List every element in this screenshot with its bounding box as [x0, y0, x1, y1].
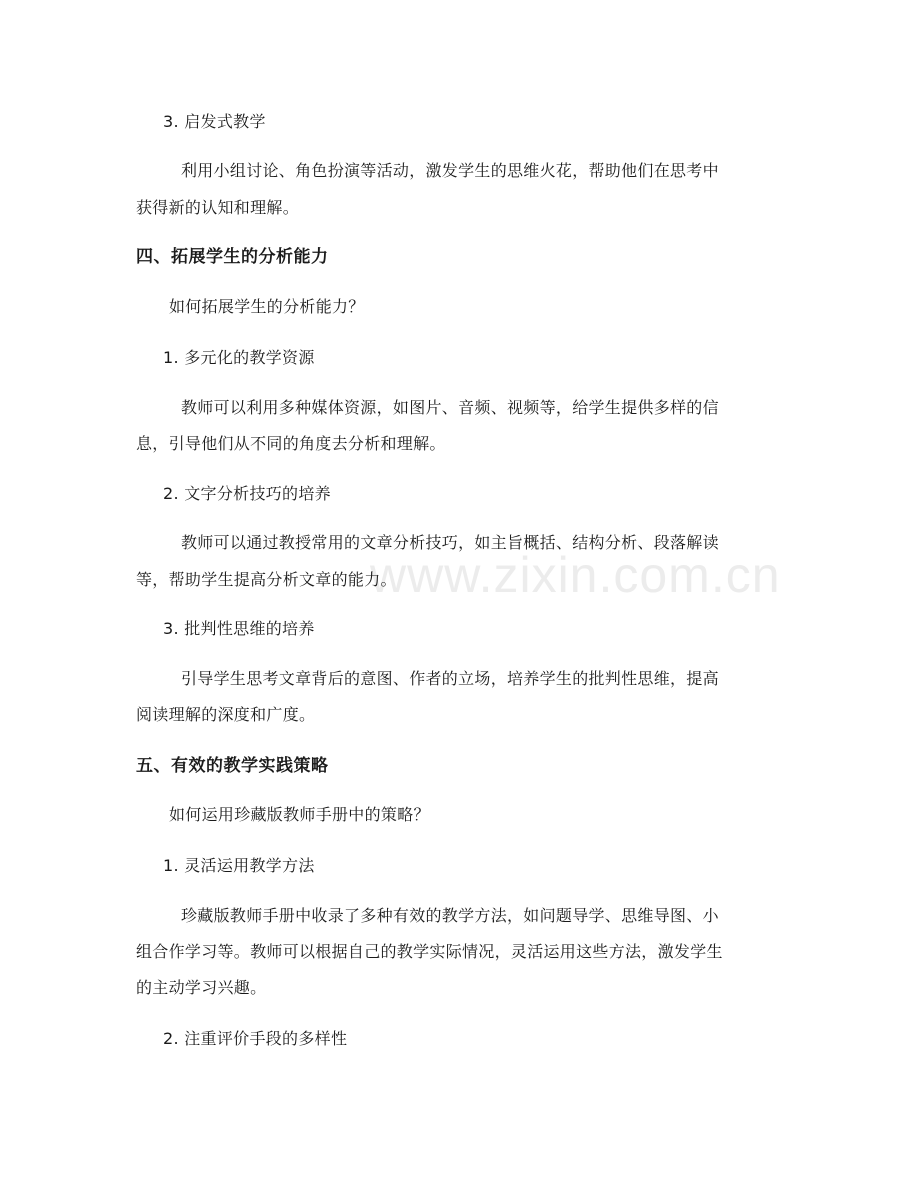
section-question: 如何拓展学生的分析能力？	[169, 297, 365, 316]
paragraph-line: 利用小组讨论、角色扮演等活动，激发学生的思维火花，帮助他们在思考中	[181, 161, 719, 180]
paragraph-line: 教师可以通过教授常用的文章分析技巧，如主旨概括、结构分析、段落解读	[181, 533, 719, 552]
subheading-critical-thinking: 3. 批判性思维的培养	[163, 619, 315, 638]
subheading-heuristic-teaching: 3. 启发式教学	[163, 112, 266, 131]
subheading-text-analysis: 2. 文字分析技巧的培养	[163, 484, 331, 503]
paragraph-line: 珍藏版教师手册中收录了多种有效的教学方法，如问题导学、思维导图、小	[181, 906, 719, 925]
paragraph-line: 教师可以利用多种媒体资源，如图片、音频、视频等，给学生提供多样的信	[181, 398, 719, 417]
paragraph-line: 的主动学习兴趣。	[136, 978, 267, 997]
paragraph-line: 等，帮助学生提高分析文章的能力。	[136, 570, 397, 589]
paragraph-line: 组合作学习等。教师可以根据自己的教学实际情况，灵活运用这些方法，激发学生	[136, 942, 723, 961]
paragraph-line: 息，引导他们从不同的角度去分析和理解。	[136, 434, 446, 453]
watermark: www.zixin.com.cn	[370, 547, 781, 603]
paragraph-line: 阅读理解的深度和广度。	[136, 705, 316, 724]
subheading-flexible-methods: 1. 灵活运用教学方法	[163, 856, 315, 875]
subheading-resources: 1. 多元化的教学资源	[163, 348, 315, 367]
section-heading-5: 五、有效的教学实践策略	[136, 756, 329, 776]
subheading-evaluation: 2. 注重评价手段的多样性	[163, 1029, 348, 1048]
section-heading-4: 四、拓展学生的分析能力	[136, 247, 329, 267]
paragraph-line: 引导学生思考文章背后的意图、作者的立场，培养学生的批判性思维，提高	[181, 669, 719, 688]
section-question: 如何运用珍藏版教师手册中的策略？	[169, 805, 430, 824]
paragraph-line: 获得新的认知和理解。	[136, 198, 300, 217]
